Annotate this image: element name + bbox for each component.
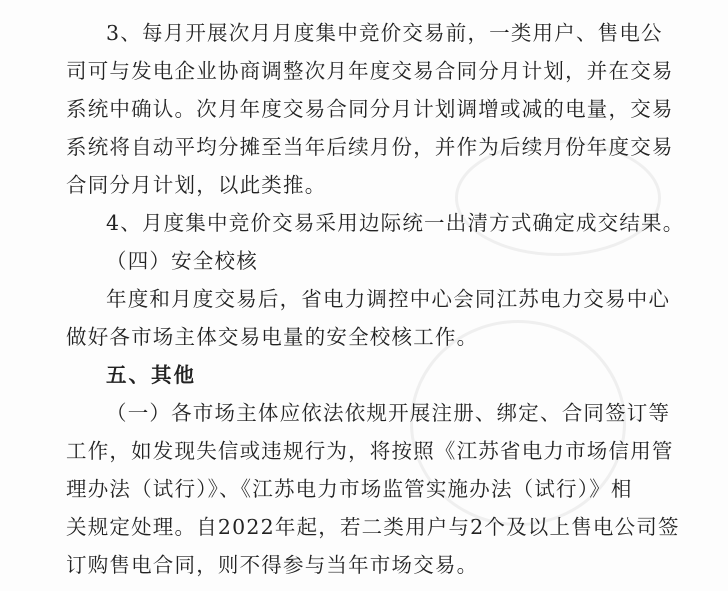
section-heading: 五、其他 [106, 363, 196, 387]
paragraph-line: 关规定处理。自2022年起，若二类用户与2个及以上售电公司签 [66, 515, 680, 539]
paragraph-line: 订购售电合同，则不得参与当年市场交易。 [66, 553, 479, 577]
paragraph-line: 系统中确认。次月年度交易合同分月计划调增或减的电量，交易 [66, 97, 674, 121]
paragraph-line: 3、每月开展次月月度集中竞价交易前，一类用户、售电公 [106, 21, 663, 45]
paragraph-line: 司可与发电企业协商调整次月年度交易合同分月计划，并在交易 [66, 59, 674, 83]
paragraph-line: 工作，如发现失信或违规行为，将按照《江苏省电力市场信用管 [66, 439, 674, 463]
paragraph-line: 合同分月计划，以此类推。 [66, 173, 327, 197]
paragraph-line: （一）各市场主体应依法依规开展注册、绑定、合同签订等 [106, 401, 671, 425]
paragraph-line: 4、月度集中竞价交易采用边际统一出清方式确定成交结果。 [106, 211, 685, 235]
paragraph-line: 年度和月度交易后，省电力调控中心会同江苏电力交易中心 [106, 287, 671, 311]
paragraph-line: 做好各市场主体交易电量的安全校核工作。 [66, 325, 479, 349]
subsection-heading: （四）安全校核 [106, 249, 258, 273]
paragraph-line: 系统将自动平均分摊至当年后续月份，并作为后续月份年度交易 [66, 135, 674, 159]
paragraph-line: 理办法（试行）》、《江苏电力市场监管实施办法（试行）》相 [66, 477, 633, 501]
